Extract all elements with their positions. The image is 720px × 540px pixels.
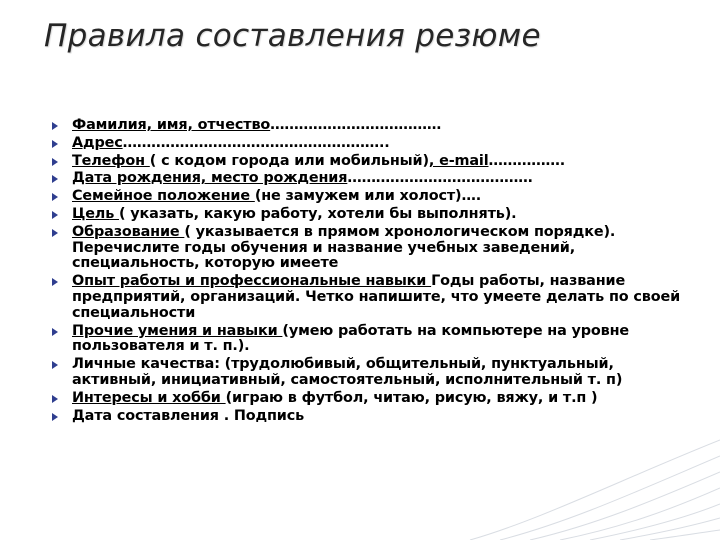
- triangle-right-icon: [52, 361, 58, 369]
- triangle-right-icon: [52, 175, 58, 183]
- item-text: ………………………………………………..: [122, 134, 390, 151]
- slide-title: Правила составления резюме: [44, 18, 541, 54]
- item-text: ………………………………: [270, 117, 442, 133]
- item-text: ( указать, какую работу, хотели бы выполнять).: [119, 205, 517, 222]
- list-item: [50, 391, 690, 407]
- item-text: Дата составления . Подпись: [72, 407, 305, 424]
- triangle-right-icon: [52, 328, 58, 336]
- triangle-right-icon: [52, 413, 58, 421]
- list-item: [50, 274, 690, 321]
- triangle-right-icon: [52, 211, 58, 219]
- list-item: [50, 357, 690, 389]
- item-heading: Опыт работы и профессиональные навыки: [72, 273, 432, 290]
- item-heading: Фамилия, имя, отчество: [72, 117, 271, 133]
- triangle-right-icon: [52, 122, 58, 130]
- list-item: [50, 207, 690, 223]
- triangle-right-icon: [52, 193, 58, 201]
- item-heading: Дата рождения, место рождения: [72, 170, 348, 187]
- item-text: Личные качества: (трудолюбивый, общительный, пунктуальный, активный, инициативный, самостоятельный, исполнительный т. п): [72, 356, 623, 388]
- item-text: (играю в футбол, читаю, рисую, вяжу, и т.п ): [225, 389, 598, 406]
- item-heading: Цель: [72, 205, 120, 222]
- triangle-right-icon: [52, 140, 58, 148]
- list-item: [50, 225, 690, 272]
- list-item: [50, 189, 690, 205]
- bullet-list: [50, 118, 690, 424]
- list-item: [50, 171, 690, 187]
- item-heading: Адрес: [72, 134, 123, 151]
- item-text: (умею работать на компьютере на уровне пользователя и т. п.).: [72, 322, 629, 355]
- list-item: [50, 409, 690, 425]
- triangle-right-icon: [52, 229, 58, 237]
- item-text: ( с кодом города или мобильный): [149, 152, 429, 169]
- item-heading: Интересы и хобби: [72, 389, 226, 406]
- triangle-right-icon: [52, 158, 58, 166]
- item-text: (не замужем или холост)….: [254, 188, 482, 205]
- item-heading: Телефон: [72, 152, 150, 169]
- list-item: [50, 324, 690, 356]
- list-item: [50, 136, 690, 152]
- item-heading: Прочие умения и навыки: [72, 322, 283, 339]
- item-heading: , e-mail: [428, 152, 489, 169]
- item-heading: Образование: [72, 223, 185, 240]
- item-text: …………….: [488, 152, 566, 169]
- list-item: [50, 118, 690, 134]
- item-heading: Семейное положение: [72, 188, 255, 205]
- item-text: ( указывается в прямом хронологическом порядке). Перечислите годы обучения и название учебных заведений, специальность, которую имеете: [72, 223, 616, 272]
- triangle-right-icon: [52, 278, 58, 286]
- triangle-right-icon: [52, 395, 58, 403]
- item-text: …………………………………: [347, 170, 533, 187]
- list-item: [50, 154, 690, 170]
- item-text: Годы работы, название предприятий, организаций. Четко напишите, что умеете делать по своей специальности: [72, 273, 681, 321]
